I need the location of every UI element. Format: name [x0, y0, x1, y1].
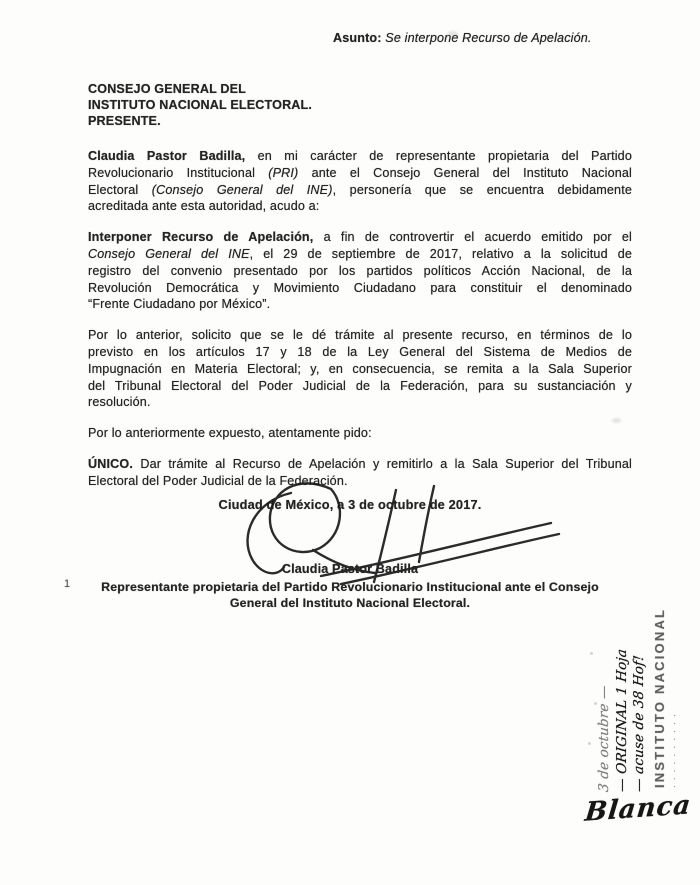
- paragraph-line: Consejo General del INE, el 29 de septiembre de 2017, relativo a la solicitud de: [88, 246, 632, 261]
- paragraph-line: Electoral del Poder Judicial de la Federación.: [88, 473, 348, 488]
- subject-text: Se interpone Recurso de Apelación.: [385, 31, 592, 45]
- stamp-detail: · · · · · · · · · ·: [670, 712, 679, 788]
- paragraph-4: [88, 425, 632, 442]
- margin-note-original: — ORIGINAL 1 Hoja: [613, 648, 630, 793]
- paragraph-line: registro del convenio presentado por los partidos políticos Acción Nacional, de la: [88, 263, 632, 278]
- paragraph-1: [88, 148, 632, 215]
- paragraph-line: Interponer Recurso de Apelación, a fin de controvertir el acuerdo emitido por el: [88, 230, 632, 245]
- paragraph-3: [88, 327, 632, 411]
- margin-note-acuse: — acuse de 38 Hof!: [631, 654, 647, 793]
- scan-speck: [588, 742, 591, 745]
- paragraph-line: previsto en los artículos 17 y 18 de la Ley General del Sistema de Medios de: [88, 344, 632, 359]
- signature-stroke-diagonal-2: [341, 534, 559, 584]
- signatory-title-line-1: Representante propietaria del Partido Revolucionario Institucional ante el Consejo: [101, 580, 599, 594]
- subject-line: [333, 31, 592, 45]
- body-paragraphs: [88, 148, 632, 504]
- scan-speck: [594, 702, 597, 705]
- paragraph-line: Por lo anteriormente expuesto, atentamente pido:: [88, 426, 372, 441]
- paragraph-line: resolución.: [88, 395, 151, 410]
- signatory-title-line-2: General del Instituto Nacional Electoral.: [229, 596, 471, 610]
- paragraph-line: Revolución Democrática y Movimiento Ciudadano para constituir el denominado: [88, 280, 632, 295]
- paragraph-line: Por lo anterior, solicito que se le dé trámite al presente recurso, en términos de lo: [88, 328, 632, 343]
- subject-label: Asunto:: [333, 31, 382, 45]
- paragraph-2: [88, 229, 632, 313]
- margin-note-date: 3 de octubre —: [596, 684, 612, 793]
- paragraph-line: Impugnación en Materia Electoral; y, en consecuencia, se remita a la Sala Superior: [88, 361, 632, 376]
- recipient-line-3: PRESENTE.: [88, 114, 161, 129]
- handwritten-name-blanca: Blanca: [583, 790, 693, 828]
- margin-notes-rotated: [596, 649, 649, 792]
- stamp-text: INSTITUTO NACIONAL: [652, 607, 667, 788]
- paragraph-line: Revolucionario Institucional (PRI) ante el Consejo General del Instituto Nacional: [88, 165, 632, 180]
- paragraph-line: Electoral (Consejo General del INE), personería que se encuentra debidamente: [88, 182, 632, 197]
- paragraph-line: acreditada ante esta autoridad, acudo a:: [88, 199, 320, 214]
- recipient-line-1: CONSEJO GENERAL DEL: [88, 82, 246, 96]
- scan-speck: [590, 652, 593, 655]
- recipient-line-2: INSTITUTO NACIONAL ELECTORAL.: [88, 98, 313, 113]
- paragraph-line: del Tribunal Electoral del Poder Judicial de la Federación, para su sustanciación y: [88, 378, 632, 393]
- dateline: Ciudad de México, a 3 de octubre de 2017.: [218, 497, 482, 512]
- paragraph-line: Claudia Pastor Badilla, en mi carácter de representante propietaria del Partido: [88, 149, 632, 163]
- signatory-name: Claudia Pastor Badilla: [281, 562, 419, 576]
- signature-ink: [203, 463, 573, 598]
- signature-loop: [270, 483, 340, 552]
- scan-tickmark: 1: [64, 578, 71, 590]
- paragraph-line: ÚNICO. Dar trámite al Recurso de Apelación y remitirlo a la Sala Superior del Tribunal: [88, 456, 632, 471]
- scan-smudge: [447, 31, 458, 37]
- paragraph-line: “Frente Ciudadano por México”.: [88, 297, 271, 312]
- recipient-block: [88, 81, 312, 130]
- reception-stamp-rotated: [652, 608, 682, 788]
- scan-smudge: [612, 418, 621, 423]
